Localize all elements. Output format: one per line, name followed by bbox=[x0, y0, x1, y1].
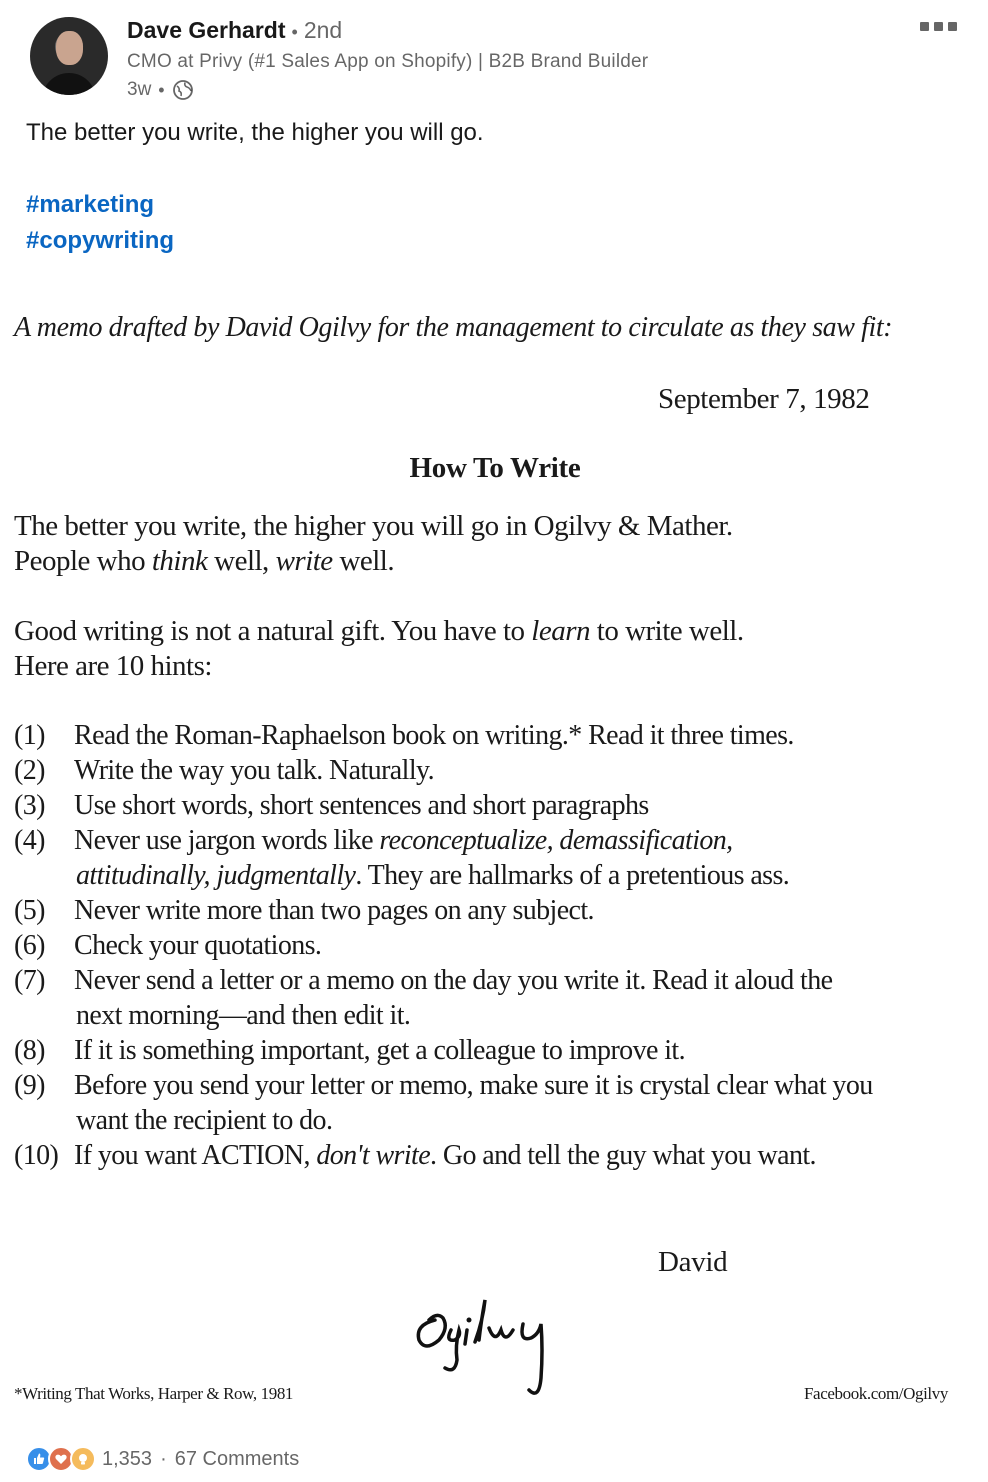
more-dot bbox=[948, 22, 957, 31]
memo-para2-line2: Here are 10 hints: bbox=[14, 650, 212, 682]
memo-date: September 7, 1982 bbox=[658, 383, 870, 415]
more-dot bbox=[934, 22, 943, 31]
memo-para2-line1: Good writing is not a natural gift. You have to learn to write well. bbox=[14, 615, 744, 647]
avatar[interactable] bbox=[30, 17, 108, 95]
memo-intro: A memo drafted by David Ogilvy for the management to circulate as they saw fit: bbox=[14, 312, 893, 343]
more-options-button[interactable] bbox=[920, 22, 962, 36]
connection-degree: 2nd bbox=[303, 17, 343, 43]
author-headline: CMO at Privy (#1 Sales App on Shopify) | B2B Brand Builder bbox=[127, 51, 649, 72]
separator-dot: · bbox=[160, 1447, 167, 1470]
separator-dot: • bbox=[291, 22, 298, 42]
handwritten-signature bbox=[405, 1290, 595, 1420]
author-name-row bbox=[127, 17, 342, 44]
hashtag-copywriting[interactable]: #copywriting bbox=[26, 227, 175, 254]
memo-image[interactable]: A memo drafted by David Ogilvy for the management to circulate as they saw fit: September 7, 1982 How To Write The better you write, the higher you will go in Ogilvy & Mather. People who think well, write well. Good writing is not a natural gift. You have to learn to write well. Here are 10 hints: (1) Read the Roman-Raphaelson book on writing.* Read it three times. (2) Write the way you talk. Naturally. (3) Use short words, short sentences and short paragraphs (4) Never use jargon words like reconceptualize, demassification, attitudinally, judgmentally. They are hallmarks of a pretentious ass. (5) Never write more than two pages on any subject. (6) Check your quotations. (7) Never send a letter or a memo on the day you write it. Read it aloud the next morning—and then edit it. (8) If it is something important, get a colleague to improve it. (9) Before you send your letter or memo, make sure it is crystal clear what you want the recipient to do. (10) If you want ACTION, don't write. Go and tell the guy what you want. David *Writing That Works, Harper & Row, 1981 Facebook.com/Ogilvy bbox=[0, 290, 988, 1440]
social-counts-bar bbox=[26, 1444, 299, 1474]
memo-para1-line2: People who think well, write well. bbox=[14, 545, 395, 577]
memo-footnote: *Writing That Works, Harper & Row, 1981 bbox=[14, 1384, 294, 1403]
memo-para1-line1: The better you write, the higher you will go in Ogilvy & Mather. bbox=[14, 510, 733, 542]
post-text: The better you write, the higher you will go. bbox=[26, 119, 484, 146]
post-meta bbox=[127, 79, 194, 101]
hashtag-marketing[interactable]: #marketing bbox=[26, 191, 155, 218]
post-time: 3w bbox=[127, 79, 152, 100]
insightful-icon bbox=[70, 1446, 96, 1472]
memo-source: Facebook.com/Ogilvy bbox=[804, 1384, 948, 1403]
comments-count-link[interactable]: 67 Comments bbox=[174, 1447, 300, 1470]
globe-icon bbox=[172, 79, 194, 101]
reaction-count[interactable]: 1,353 bbox=[102, 1447, 153, 1470]
post-header bbox=[0, 0, 988, 110]
author-name[interactable]: Dave Gerhardt bbox=[127, 17, 286, 43]
memo-title: How To Write bbox=[409, 452, 581, 484]
separator-dot: • bbox=[158, 79, 165, 100]
reaction-icons[interactable] bbox=[26, 1446, 92, 1472]
more-dot bbox=[920, 22, 929, 31]
memo-sign-name: David bbox=[658, 1246, 728, 1278]
